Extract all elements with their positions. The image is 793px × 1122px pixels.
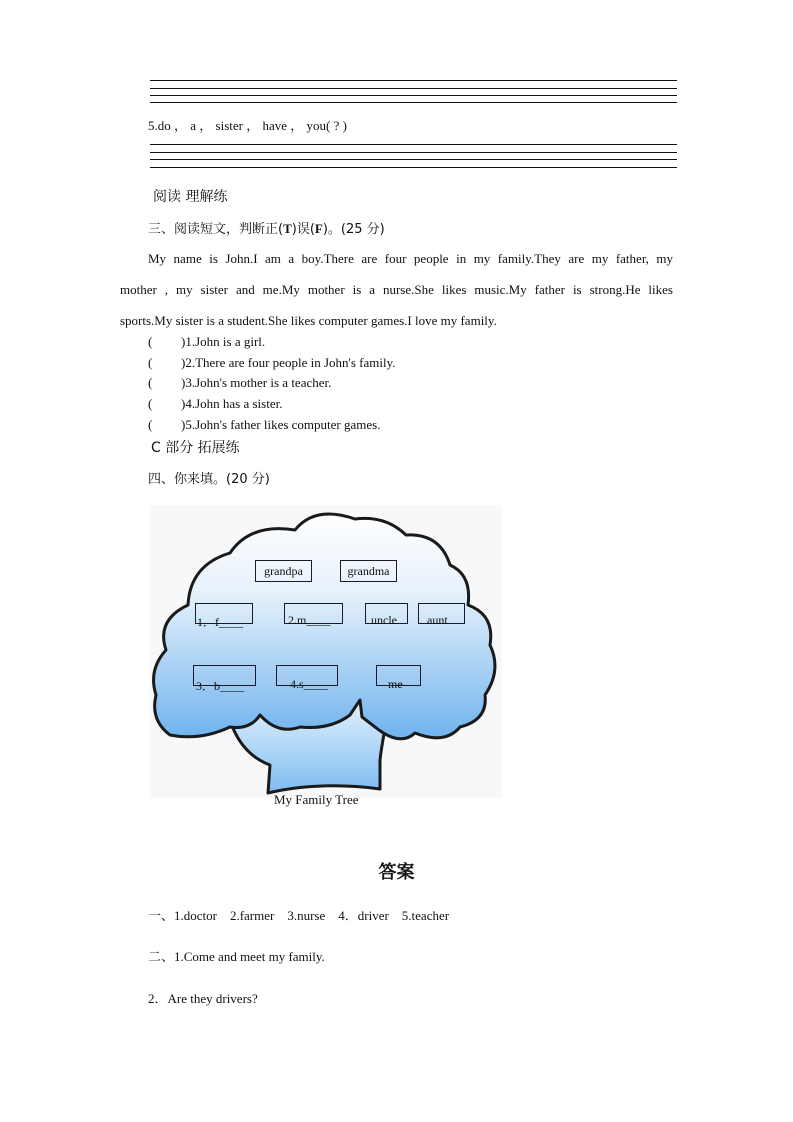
grandma-box bbox=[340, 560, 397, 582]
paren-close: ) bbox=[181, 355, 186, 370]
answer-line bbox=[150, 167, 677, 168]
aunt-label: aunt bbox=[427, 613, 448, 627]
answer-blank[interactable]: ( bbox=[148, 375, 153, 390]
uncle-label: uncle bbox=[371, 613, 397, 627]
statement-text: 4.John has a sister. bbox=[185, 396, 283, 411]
answer-line bbox=[150, 144, 677, 145]
task-prefix: 三、阅读短文，判断正( bbox=[148, 222, 284, 237]
paren-close: ) bbox=[181, 334, 186, 349]
reading-passage-line-1: My name is John.I am a boy.There are four people in my family.They are my father, my bbox=[148, 251, 673, 266]
task-suffix: )。(25 分) bbox=[322, 222, 385, 237]
answer-blank[interactable]: ( bbox=[148, 334, 153, 349]
family-tree-figure bbox=[150, 505, 502, 807]
extension-task-instruction: 四、你来填。(20 分) bbox=[148, 472, 270, 487]
paren-close: ) bbox=[181, 417, 186, 432]
tree-illustration bbox=[150, 505, 502, 798]
me-label: me bbox=[388, 677, 403, 691]
mother-label: 2.m____ bbox=[288, 613, 331, 627]
paren-close: ) bbox=[181, 396, 186, 411]
answers-part-1: 一、1.doctor 2.farmer 3.nurse 4．driver 5.teacher bbox=[148, 908, 450, 923]
reading-passage-line-3: sports.My sister is a student.She likes computer games.I love my family. bbox=[120, 313, 497, 328]
statement-4 bbox=[148, 396, 282, 412]
reading-task-instruction bbox=[148, 218, 385, 237]
brother-label: 3．b____ bbox=[196, 679, 245, 693]
answer-blank[interactable]: ( bbox=[148, 396, 153, 411]
sister-label: 4.s____ bbox=[290, 677, 328, 691]
statement-3 bbox=[148, 375, 331, 391]
task-mid: )误( bbox=[291, 222, 315, 237]
father-label: 1．f____ bbox=[197, 615, 243, 629]
answer-blank[interactable]: ( bbox=[148, 355, 153, 370]
answer-line bbox=[150, 152, 677, 153]
statement-text: 1.John is a girl. bbox=[185, 334, 266, 349]
question-item-5: 5.do ， a ， sister ， have ， you( ? ) bbox=[148, 118, 347, 133]
section-heading-reading: 阅读 理解练 bbox=[153, 189, 228, 205]
answer-line bbox=[150, 159, 677, 160]
statement-2 bbox=[148, 355, 396, 371]
answers-part-2-item-1: 二、1.Come and meet my family. bbox=[148, 949, 325, 964]
tree-caption: My Family Tree bbox=[274, 792, 359, 807]
answer-line bbox=[150, 80, 677, 81]
answer-line bbox=[150, 102, 677, 103]
grandpa-box bbox=[255, 560, 312, 582]
statement-text: 3.John's mother is a teacher. bbox=[185, 375, 332, 390]
statement-text: 2.There are four people in John's family. bbox=[185, 355, 396, 370]
paren-close: ) bbox=[181, 375, 186, 390]
answers-title: 答案 bbox=[378, 862, 415, 883]
statement-5 bbox=[148, 417, 380, 433]
answer-blank[interactable]: ( bbox=[148, 417, 153, 432]
answer-line bbox=[150, 88, 677, 89]
section-heading-extension: C 部分 拓展练 bbox=[151, 440, 240, 456]
answer-line bbox=[150, 95, 677, 96]
true-mark: T bbox=[283, 221, 292, 236]
grandpa-label: grandpa bbox=[264, 564, 303, 578]
statement-1 bbox=[148, 334, 265, 350]
reading-passage-line-2: mother , my sister and me.My mother is a nurse.She likes music.My father is strong.He likes bbox=[120, 282, 673, 297]
false-mark: F bbox=[314, 221, 323, 236]
statement-text: 5.John's father likes computer games. bbox=[185, 417, 381, 432]
grandma-label: grandma bbox=[347, 564, 390, 578]
answers-part-2-item-2: 2．Are they drivers? bbox=[148, 991, 258, 1006]
